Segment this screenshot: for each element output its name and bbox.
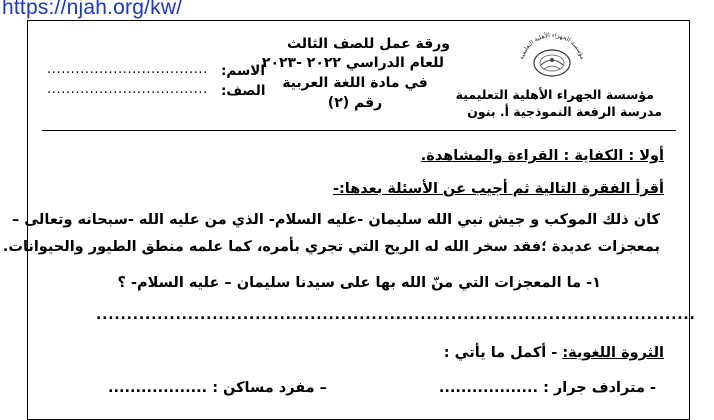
section-heading: أولا : الكفاية : القراءة والمشاهدة. (420, 148, 664, 164)
question-1: ١- ما المعجزات التي منّ الله بها على سيدنا سليمان – عليه السلام- ؟ (117, 275, 601, 291)
vocabulary-section (444, 345, 664, 361)
header-divider (42, 130, 676, 131)
name-label: الاسم: (221, 63, 265, 79)
reading-instruction: أقرأ الفقرة التالية ثم أجيب عن الأسئلة بعدها:- (332, 181, 664, 197)
answer-line[interactable]: .................................................................................................. (96, 307, 696, 323)
subject: في مادة اللغة العربية (282, 75, 428, 91)
worksheet-number: رقم (٢) (327, 95, 383, 111)
school-logo-icon (514, 27, 590, 83)
svg-text:مؤسسة الجهراء الأهلية التعليمي: مؤسسة الجهراء الأهلية التعليمية (518, 31, 586, 61)
name-field[interactable]: .................................. (47, 62, 208, 77)
source-url[interactable]: https://njah.org/kw/ (2, 0, 183, 19)
class-field[interactable]: .................................. (47, 82, 208, 97)
vocabulary-label: الثروة اللغوية: (562, 345, 664, 361)
paragraph-line-1: كان ذلك الموكب و جيش نبي الله سليمان -عليه السلام- الذي من عليه الله -سبحانه وتعالى – (11, 212, 660, 228)
paragraph-line-2: بمعجزات عديدة ؛فقد سخر الله له الريح التي تجري بأمره، كما علمه منطق الطيور والحيوانات. (2, 239, 660, 255)
synonym-item[interactable]: - مترادف جرار : .................. (438, 380, 656, 396)
school-name: مدرسة الرفعة النموذجية أ. بنون (467, 104, 662, 119)
singular-item[interactable]: – مفرد مساكن : .................. (108, 380, 327, 396)
worksheet-title: ورقة عمل للصف الثالث (286, 36, 450, 52)
class-label: الصف: (221, 83, 266, 99)
academic-year: للعام الدراسي ٢٠٢٢ -٢٠٢٣ (261, 55, 445, 71)
vocabulary-instruction: - أكمل ما يأتي : (443, 345, 558, 361)
institution-name: مؤسسة الجهراء الأهلية التعليمية (455, 87, 654, 102)
